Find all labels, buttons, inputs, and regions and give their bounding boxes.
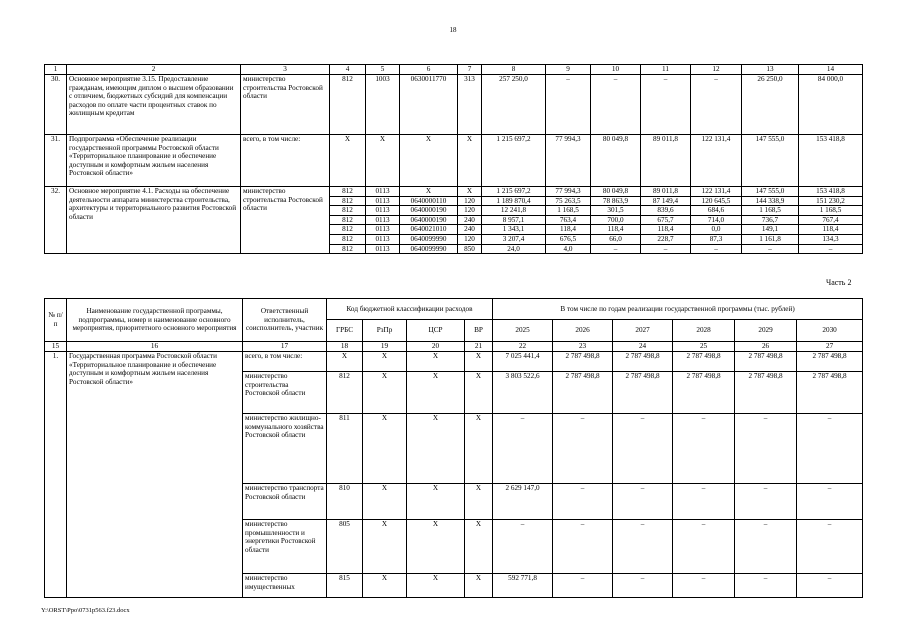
cell: 80 049,8	[591, 187, 641, 197]
cell: 149,1	[742, 225, 799, 235]
cell: 120	[458, 206, 482, 216]
cell: 0113	[366, 206, 400, 216]
cell: –	[546, 75, 591, 135]
header-cell: 12	[691, 65, 742, 75]
cell: 812	[330, 75, 366, 135]
cell: 2 787 498,8	[613, 352, 673, 372]
cell: 134,3	[799, 234, 863, 244]
header-cell: 2028	[673, 320, 735, 342]
cell: 3 803 522,6	[493, 372, 553, 414]
cell: 676,5	[546, 234, 591, 244]
table-row	[45, 187, 863, 197]
cell: 2 787 498,8	[797, 372, 863, 414]
cell: 77 994,3	[546, 135, 591, 187]
cell: 812	[330, 215, 366, 225]
cell: Х	[407, 574, 465, 598]
cell: 26 250,0	[742, 75, 799, 135]
cell: 763,4	[546, 215, 591, 225]
cell: –	[673, 414, 735, 484]
cell: 1 168,5	[799, 206, 863, 216]
cell: 301,5	[591, 206, 641, 216]
cell: 313	[458, 75, 482, 135]
cell: 240	[458, 225, 482, 235]
header-cell: 5	[366, 65, 400, 75]
table-header-row	[45, 299, 863, 320]
cell: 257 250,0	[482, 75, 546, 135]
cell: –	[613, 414, 673, 484]
cell: 78 863,9	[591, 196, 641, 206]
cell: 2 787 498,8	[735, 372, 797, 414]
header-cell: 1	[45, 65, 67, 75]
header-cell: 3	[241, 65, 330, 75]
cell: Х	[465, 574, 493, 598]
cell: 118,4	[799, 225, 863, 235]
cell: 118,4	[641, 225, 691, 235]
cell: 120 645,5	[691, 196, 742, 206]
cell: 812	[330, 187, 366, 197]
cell: 736,7	[742, 215, 799, 225]
cell: 118,4	[546, 225, 591, 235]
cell: 810	[327, 484, 363, 520]
header-name: Наименование государственной программы, подпрограммы, номер и наименование основного мероприятия, приоритетного основного мероприятия	[67, 299, 243, 342]
cell: 811	[327, 414, 363, 484]
header-cell: 2	[67, 65, 241, 75]
cell: Х	[327, 352, 363, 372]
cell: 812	[330, 196, 366, 206]
cell: 0113	[366, 234, 400, 244]
cell: Х	[407, 372, 465, 414]
cell: 7 025 441,4	[493, 352, 553, 372]
cell: 89 011,8	[641, 187, 691, 197]
cell: –	[553, 520, 613, 574]
cell: 87,3	[691, 234, 742, 244]
cell: –	[735, 414, 797, 484]
cell: –	[641, 75, 691, 135]
cell: 812	[330, 206, 366, 216]
executor: министерство строительства Ростовской области	[241, 75, 330, 135]
table-part-1	[44, 64, 863, 254]
cell: 2 787 498,8	[735, 352, 797, 372]
cell: 812	[327, 372, 363, 414]
program-name: Государственная программа Ростовской области «Территориальное планирование и обеспечение доступным и комфортным жильем населения Ростовской области»	[67, 352, 243, 598]
cell: 89 011,8	[641, 135, 691, 187]
header-cell: 7	[458, 65, 482, 75]
cell: –	[613, 574, 673, 598]
cell: 0640099990	[400, 234, 458, 244]
cell: –	[493, 520, 553, 574]
executor: министерство строительства Ростовской области	[241, 187, 330, 254]
executor: всего, в том числе:	[241, 135, 330, 187]
header-cell: 14	[799, 65, 863, 75]
cell: 0640099990	[400, 244, 458, 254]
cell: 1 189 870,4	[482, 196, 546, 206]
cell: 4,0	[546, 244, 591, 254]
cell: –	[797, 484, 863, 520]
cell: 80 049,8	[591, 135, 641, 187]
header-cell: 19	[363, 342, 407, 352]
cell: –	[799, 244, 863, 254]
cell: Х	[363, 484, 407, 520]
cell: Х	[400, 187, 458, 197]
header-cell: 26	[735, 342, 797, 352]
cell: 1 161,8	[742, 234, 799, 244]
cell: 1 168,5	[742, 206, 799, 216]
cell: 12 241,8	[482, 206, 546, 216]
cell: –	[673, 574, 735, 598]
cell: –	[613, 520, 673, 574]
header-cell: 20	[407, 342, 465, 352]
executor: министерство имущественных	[243, 574, 327, 598]
cell: Х	[458, 187, 482, 197]
header-cell: 18	[327, 342, 363, 352]
cell: Х	[465, 414, 493, 484]
cell: Х	[363, 352, 407, 372]
cell: –	[553, 574, 613, 598]
table-row	[45, 135, 863, 187]
cell: Х	[465, 372, 493, 414]
cell: 812	[330, 244, 366, 254]
header-cell: 2030	[797, 320, 863, 342]
cell: 75 263,5	[546, 196, 591, 206]
cell: –	[691, 75, 742, 135]
header-cell: 4	[330, 65, 366, 75]
cell: –	[691, 244, 742, 254]
header-cell: 8	[482, 65, 546, 75]
cell: 0640021010	[400, 225, 458, 235]
header-cell: 2026	[553, 320, 613, 342]
cell: 151 230,2	[799, 196, 863, 206]
executor: министерство промышленности и энергетики Ростовской области	[243, 520, 327, 574]
cell: 592 771,8	[493, 574, 553, 598]
cell: 2 787 498,8	[797, 352, 863, 372]
cell: Х	[407, 520, 465, 574]
table-header-row	[45, 65, 863, 75]
header-cell: 6	[400, 65, 458, 75]
cell: 77 994,3	[546, 187, 591, 197]
cell: 122 131,4	[691, 135, 742, 187]
header-cell: 2029	[735, 320, 797, 342]
header-cell: 23	[553, 342, 613, 352]
header-cell: 17	[243, 342, 327, 352]
header-cell: 10	[591, 65, 641, 75]
cell: –	[735, 484, 797, 520]
cell: Х	[465, 484, 493, 520]
header-cell: 9	[546, 65, 591, 75]
header-cell: ГРБС	[327, 320, 363, 342]
measure-name: Основное мероприятие 4.1. Расходы на обеспечение деятельности аппарата министерства строительства, архитектуры и территориального развития Ростовской области	[67, 187, 241, 254]
cell: –	[735, 574, 797, 598]
cell: 767,4	[799, 215, 863, 225]
cell: 805	[327, 520, 363, 574]
header-cell: 15	[45, 342, 67, 352]
row-number: 32.	[45, 187, 67, 254]
cell: 0113	[366, 196, 400, 206]
cell: Х	[363, 414, 407, 484]
cell: 812	[330, 225, 366, 235]
executor: министерство транспорта Ростовской области	[243, 484, 327, 520]
cell: 228,7	[641, 234, 691, 244]
cell: 84 000,0	[799, 75, 863, 135]
measure-name: Подпрограмма «Обеспечение реализации государственной программы Ростовской области «Территориальное планирование и обеспечение доступным и комфортным жильем населения Ростовской области»	[67, 135, 241, 187]
cell: 153 418,8	[799, 135, 863, 187]
cell: Х	[330, 135, 366, 187]
cell: 2 629 147,0	[493, 484, 553, 520]
cell: 144 338,9	[742, 196, 799, 206]
cell: 147 555,0	[742, 187, 799, 197]
header-cell: 13	[742, 65, 799, 75]
row-number: 1.	[45, 352, 67, 598]
row-number: 31.	[45, 135, 67, 187]
cell: 24,0	[482, 244, 546, 254]
header-years: В том числе по годам реализации государственной программы (тыс. рублей)	[493, 299, 863, 320]
cell: 2 787 498,8	[553, 372, 613, 414]
cell: Х	[407, 352, 465, 372]
header-cell: 11	[641, 65, 691, 75]
cell: Х	[400, 135, 458, 187]
cell: –	[553, 484, 613, 520]
cell: –	[553, 414, 613, 484]
cell: 0113	[366, 215, 400, 225]
cell: 0640000110	[400, 196, 458, 206]
cell: Х	[465, 352, 493, 372]
cell: 3 207,4	[482, 234, 546, 244]
cell: 0630011770	[400, 75, 458, 135]
cell: 0113	[366, 187, 400, 197]
cell: –	[673, 520, 735, 574]
header-cell: 25	[673, 342, 735, 352]
cell: 1 215 697,2	[482, 135, 546, 187]
header-cell: 22	[493, 342, 553, 352]
table-part-2	[44, 298, 863, 598]
cell: 1 343,1	[482, 225, 546, 235]
table-row	[45, 352, 863, 372]
cell: Х	[465, 520, 493, 574]
cell: –	[673, 484, 735, 520]
cell: 0640000190	[400, 215, 458, 225]
cell: –	[493, 414, 553, 484]
header-cell: 21	[465, 342, 493, 352]
measure-name: Основное мероприятие 3.15. Предоставление гражданам, имеющим диплом о высшем образовании с отличием, бюджетных субсидий для компенсации расходов по оплате части процентных ставок по жилищным кредитам	[67, 75, 241, 135]
table-row	[45, 75, 863, 135]
cell: 2 787 498,8	[553, 352, 613, 372]
header-cell: ВР	[465, 320, 493, 342]
cell: 700,0	[591, 215, 641, 225]
header-cell: 2027	[613, 320, 673, 342]
cell: 2 787 498,8	[673, 352, 735, 372]
cell: 66,0	[591, 234, 641, 244]
cell: 1 168,5	[546, 206, 591, 216]
cell: 0640000190	[400, 206, 458, 216]
cell: Х	[363, 372, 407, 414]
cell: 1003	[366, 75, 400, 135]
page-number: 18	[449, 26, 457, 34]
cell: Х	[458, 135, 482, 187]
header-cell: ЦСР	[407, 320, 465, 342]
part-label: Часть 2	[826, 278, 852, 287]
header-budget-code: Код бюджетной классификации расходов	[327, 299, 493, 320]
cell: –	[797, 520, 863, 574]
cell: 120	[458, 196, 482, 206]
executor: министерство жилищно-коммунального хозяйства Ростовской области	[243, 414, 327, 484]
cell: 87 149,4	[641, 196, 691, 206]
cell: 2 787 498,8	[613, 372, 673, 414]
cell: –	[613, 484, 673, 520]
cell: 815	[327, 574, 363, 598]
cell: –	[641, 244, 691, 254]
cell: 839,6	[641, 206, 691, 216]
cell: 0113	[366, 225, 400, 235]
cell: –	[797, 414, 863, 484]
cell: 1 215 697,2	[482, 187, 546, 197]
header-executor: Ответственный исполнитель, соисполнитель, участник	[243, 299, 327, 342]
cell: 118,4	[591, 225, 641, 235]
cell: 120	[458, 234, 482, 244]
cell: –	[797, 574, 863, 598]
cell: 812	[330, 234, 366, 244]
cell: 0,0	[691, 225, 742, 235]
file-path: Y:\ORST\Ppo\0731p563.f23.docx	[41, 607, 130, 614]
cell: 240	[458, 215, 482, 225]
header-cell: РзПр	[363, 320, 407, 342]
cell: –	[742, 244, 799, 254]
cell: –	[591, 75, 641, 135]
cell: Х	[407, 414, 465, 484]
cell: Х	[366, 135, 400, 187]
cell: 2 787 498,8	[673, 372, 735, 414]
header-cell: 2025	[493, 320, 553, 342]
column-number-row	[45, 342, 863, 352]
header-cell: 24	[613, 342, 673, 352]
cell: –	[735, 520, 797, 574]
cell: 8 957,1	[482, 215, 546, 225]
header-cell: 27	[797, 342, 863, 352]
cell: 675,7	[641, 215, 691, 225]
cell: 714,0	[691, 215, 742, 225]
row-number: 30.	[45, 75, 67, 135]
cell: 0113	[366, 244, 400, 254]
cell: Х	[363, 520, 407, 574]
cell: 153 418,8	[799, 187, 863, 197]
cell: 147 555,0	[742, 135, 799, 187]
cell: 122 131,4	[691, 187, 742, 197]
header-cell: 16	[67, 342, 243, 352]
executor: министерство строительства Ростовской области	[243, 372, 327, 414]
cell: Х	[363, 574, 407, 598]
cell: Х	[407, 484, 465, 520]
cell: 684,6	[691, 206, 742, 216]
cell: –	[591, 244, 641, 254]
cell: 850	[458, 244, 482, 254]
executor: всего, в том числе:	[243, 352, 327, 372]
header-number: № п/п	[45, 299, 67, 342]
